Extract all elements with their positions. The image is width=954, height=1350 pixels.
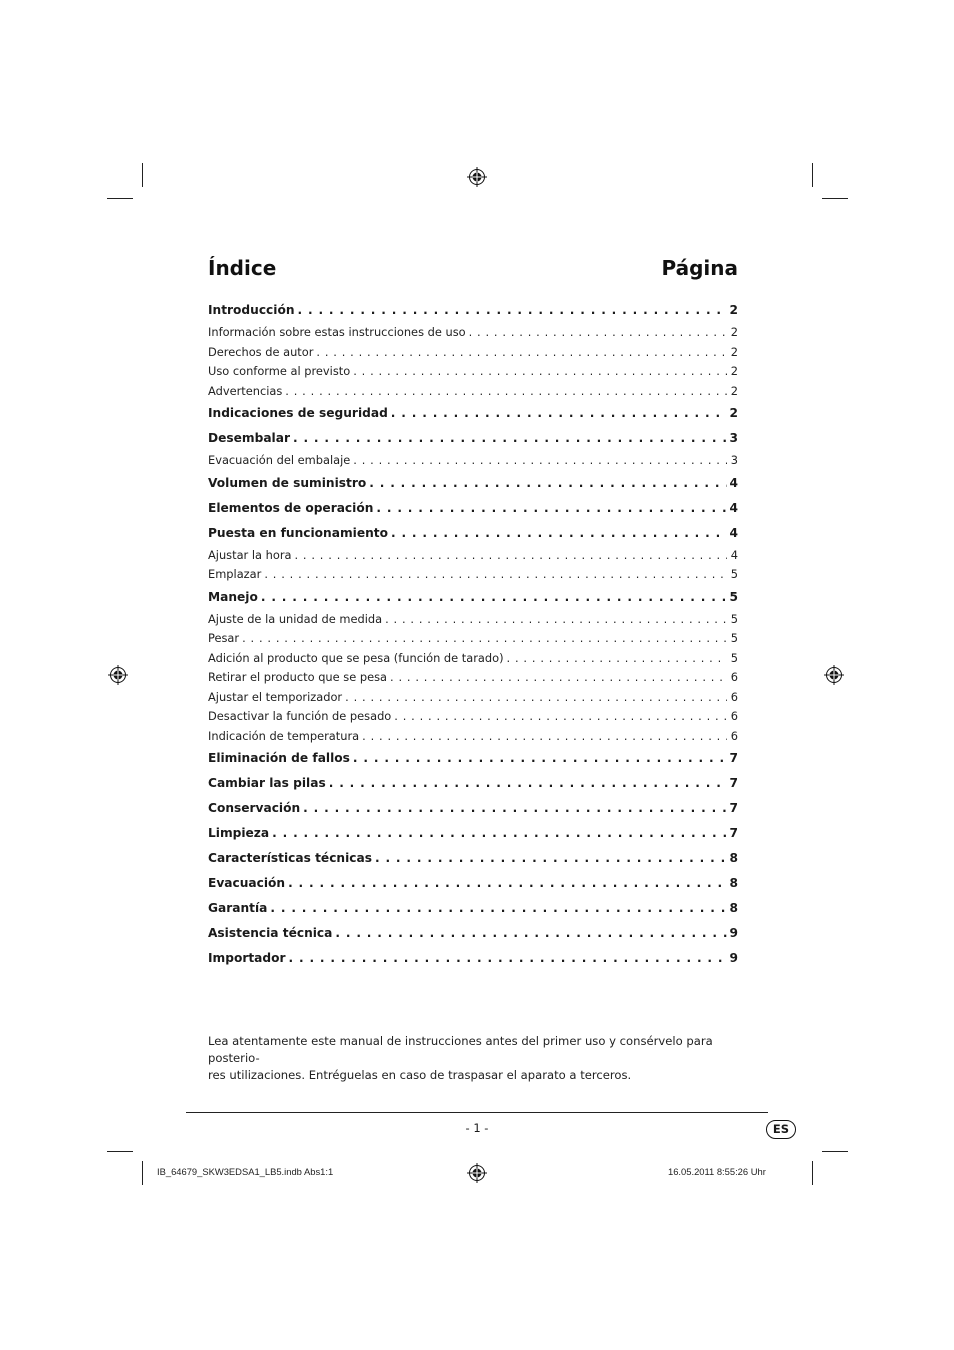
toc-leader-dots bbox=[353, 746, 727, 771]
toc-section-entry bbox=[208, 298, 738, 323]
toc-leader-dots bbox=[394, 707, 727, 727]
toc-subsection-entry bbox=[208, 707, 738, 727]
crop-mark bbox=[142, 163, 143, 187]
toc-entry-page: 5 bbox=[730, 631, 738, 645]
toc-leader-dots bbox=[294, 546, 727, 566]
page-column-heading: Página bbox=[661, 256, 738, 280]
registration-mark-icon bbox=[467, 167, 487, 187]
toc-leader-dots bbox=[329, 771, 727, 796]
toc-entry-label: Puesta en funcionamiento bbox=[208, 525, 388, 540]
toc-section-entry bbox=[208, 746, 738, 771]
toc-entry-label: Importador bbox=[208, 951, 286, 965]
toc-subsection-entry bbox=[208, 362, 738, 382]
toc-entry-label: Asistencia técnica bbox=[208, 926, 333, 940]
toc-entry-label: Derechos de autor bbox=[208, 344, 314, 359]
toc-entry-label: Advertencias bbox=[208, 383, 283, 398]
toc-entry-label: Limpieza bbox=[208, 826, 270, 840]
toc-entry-page: 2 bbox=[730, 383, 738, 398]
toc-entry-page: 6 bbox=[730, 728, 738, 743]
toc-entry-label: Evacuación del embalaje bbox=[208, 453, 351, 467]
toc-entry-label: Emplazar bbox=[208, 567, 262, 581]
toc-entry-label: Introducción bbox=[208, 303, 295, 317]
toc-entry-page: 7 bbox=[729, 826, 738, 840]
toc-leader-dots bbox=[353, 362, 727, 382]
toc-entry-page: 6 bbox=[730, 670, 738, 684]
toc-section-entry bbox=[208, 585, 738, 610]
toc-entry-page: 8 bbox=[729, 876, 738, 890]
toc-leader-dots bbox=[507, 649, 727, 669]
crop-mark bbox=[107, 1151, 133, 1152]
toc-subsection-entry bbox=[208, 323, 738, 343]
toc-leader-dots bbox=[391, 521, 727, 546]
toc-subsection-entry bbox=[208, 610, 738, 630]
toc-entry-label: Características técnicas bbox=[208, 851, 372, 865]
toc-entry-label: Indicación de temperatura bbox=[208, 728, 360, 743]
toc-entry-page: 9 bbox=[729, 926, 738, 940]
toc-leader-dots bbox=[242, 629, 727, 649]
toc-leader-dots bbox=[303, 796, 726, 821]
toc-leader-dots bbox=[369, 471, 726, 496]
toc-leader-dots bbox=[316, 343, 727, 363]
toc-entry-label: Ajustar la hora bbox=[208, 547, 292, 562]
toc-leader-dots bbox=[375, 846, 727, 871]
usage-note bbox=[208, 1033, 738, 1084]
toc-leader-dots bbox=[272, 821, 726, 846]
toc-leader-dots bbox=[270, 896, 726, 921]
toc-entry-label: Pesar bbox=[208, 631, 240, 645]
toc-entry-page: 3 bbox=[729, 431, 738, 445]
table-of-contents bbox=[208, 298, 738, 971]
toc-leader-dots bbox=[391, 401, 727, 426]
page-title: Índice bbox=[208, 256, 277, 280]
toc-section-entry bbox=[208, 871, 738, 896]
toc-entry-page: 5 bbox=[729, 589, 738, 604]
toc-entry-label: Cambiar las pilas bbox=[208, 776, 326, 790]
toc-section-entry bbox=[208, 401, 738, 426]
toc-section-entry bbox=[208, 946, 738, 971]
crop-mark bbox=[812, 1161, 813, 1185]
toc-entry-page: 6 bbox=[730, 709, 738, 723]
crop-mark bbox=[822, 198, 848, 199]
footer-rule bbox=[186, 1112, 768, 1113]
toc-entry-page: 2 bbox=[730, 364, 738, 378]
toc-leader-dots bbox=[288, 871, 726, 896]
toc-leader-dots bbox=[285, 382, 727, 402]
toc-subsection-entry bbox=[208, 688, 738, 708]
toc-entry-label: Información sobre estas instrucciones de uso bbox=[208, 325, 466, 339]
toc-entry-label: Uso conforme al previsto bbox=[208, 364, 351, 378]
toc-entry-label: Adición al producto que se pesa (función de tarado) bbox=[208, 650, 504, 665]
toc-entry-page: 6 bbox=[730, 689, 738, 704]
toc-entry-page: 3 bbox=[730, 453, 738, 467]
language-badge: ES bbox=[766, 1120, 796, 1139]
page-number: - 1 - bbox=[465, 1121, 489, 1135]
toc-leader-dots bbox=[345, 688, 727, 708]
toc-entry-page: 4 bbox=[730, 547, 738, 562]
toc-entry-page: 5 bbox=[730, 567, 738, 581]
toc-leader-dots bbox=[264, 565, 727, 585]
toc-section-entry bbox=[208, 426, 738, 451]
toc-entry-label: Indicaciones de seguridad bbox=[208, 406, 388, 420]
toc-leader-dots bbox=[362, 727, 727, 747]
toc-section-entry bbox=[208, 521, 738, 546]
toc-subsection-entry bbox=[208, 451, 738, 471]
toc-section-entry bbox=[208, 796, 738, 821]
toc-leader-dots bbox=[353, 451, 727, 471]
toc-subsection-entry bbox=[208, 382, 738, 402]
toc-entry-label: Eliminación de fallos bbox=[208, 751, 350, 765]
toc-section-entry bbox=[208, 471, 738, 496]
toc-section-entry bbox=[208, 896, 738, 921]
toc-leader-dots bbox=[298, 298, 727, 323]
toc-entry-label: Retirar el producto que se pesa bbox=[208, 670, 387, 684]
toc-subsection-entry bbox=[208, 343, 738, 363]
toc-entry-page: 5 bbox=[730, 611, 738, 626]
toc-entry-label: Evacuación bbox=[208, 876, 286, 890]
slug-filename: IB_64679_SKW3EDSA1_LB5.indb Abs1:1 bbox=[157, 1166, 334, 1177]
toc-subsection-entry bbox=[208, 649, 738, 669]
toc-entry-page: 2 bbox=[730, 344, 738, 359]
toc-subsection-entry bbox=[208, 546, 738, 566]
toc-entry-label: Desembalar bbox=[208, 431, 290, 445]
slug-datetime: 16.05.2011 8:55:26 Uhr bbox=[668, 1166, 766, 1177]
toc-leader-dots bbox=[293, 426, 727, 451]
toc-entry-page: 8 bbox=[729, 851, 738, 865]
toc-entry-label: Garantía bbox=[208, 901, 268, 915]
toc-section-entry bbox=[208, 921, 738, 946]
toc-entry-page: 7 bbox=[729, 751, 738, 765]
toc-entry-page: 5 bbox=[730, 650, 738, 665]
toc-leader-dots bbox=[335, 921, 726, 946]
toc-leader-dots bbox=[390, 668, 727, 688]
crop-mark bbox=[822, 1151, 848, 1152]
usage-note-line: Lea atentamente este manual de instrucciones antes del primer uso y consérvelo para posterio- bbox=[208, 1034, 713, 1065]
toc-entry-label: Ajuste de la unidad de medida bbox=[208, 611, 383, 626]
toc-entry-page: 2 bbox=[730, 325, 738, 339]
toc-subsection-entry bbox=[208, 727, 738, 747]
toc-section-entry bbox=[208, 821, 738, 846]
registration-mark-icon bbox=[108, 665, 128, 685]
toc-subsection-entry bbox=[208, 668, 738, 688]
toc-heading bbox=[208, 256, 738, 280]
registration-mark-icon bbox=[467, 1163, 487, 1183]
toc-section-entry bbox=[208, 771, 738, 796]
toc-subsection-entry bbox=[208, 629, 738, 649]
toc-subsection-entry bbox=[208, 565, 738, 585]
toc-entry-label: Desactivar la función de pesado bbox=[208, 709, 392, 723]
toc-entry-label: Ajustar el temporizador bbox=[208, 689, 343, 704]
toc-leader-dots bbox=[261, 585, 727, 610]
toc-entry-page: 2 bbox=[729, 406, 738, 420]
toc-entry-page: 4 bbox=[729, 525, 738, 540]
crop-mark bbox=[812, 163, 813, 187]
toc-entry-page: 4 bbox=[729, 500, 738, 515]
toc-entry-label: Manejo bbox=[208, 589, 258, 604]
crop-mark bbox=[142, 1161, 143, 1185]
toc-leader-dots bbox=[385, 610, 727, 630]
toc-entry-page: 9 bbox=[729, 951, 738, 965]
toc-entry-label: Elementos de operación bbox=[208, 500, 374, 515]
usage-note-line: res utilizaciones. Entréguelas en caso de traspasar el aparato a terceros. bbox=[208, 1068, 632, 1082]
toc-entry-label: Volumen de suministro bbox=[208, 475, 367, 490]
toc-entry-label: Conservación bbox=[208, 801, 301, 815]
toc-entry-page: 7 bbox=[729, 776, 738, 790]
toc-entry-page: 2 bbox=[729, 303, 738, 317]
toc-entry-page: 8 bbox=[729, 901, 738, 915]
toc-entry-page: 4 bbox=[729, 475, 738, 490]
toc-section-entry bbox=[208, 496, 738, 521]
toc-entry-page: 7 bbox=[729, 801, 738, 815]
registration-mark-icon bbox=[824, 665, 844, 685]
toc-leader-dots bbox=[376, 496, 726, 521]
toc-section-entry bbox=[208, 846, 738, 871]
toc-leader-dots bbox=[469, 323, 727, 343]
crop-mark bbox=[107, 198, 133, 199]
toc-leader-dots bbox=[289, 946, 727, 971]
